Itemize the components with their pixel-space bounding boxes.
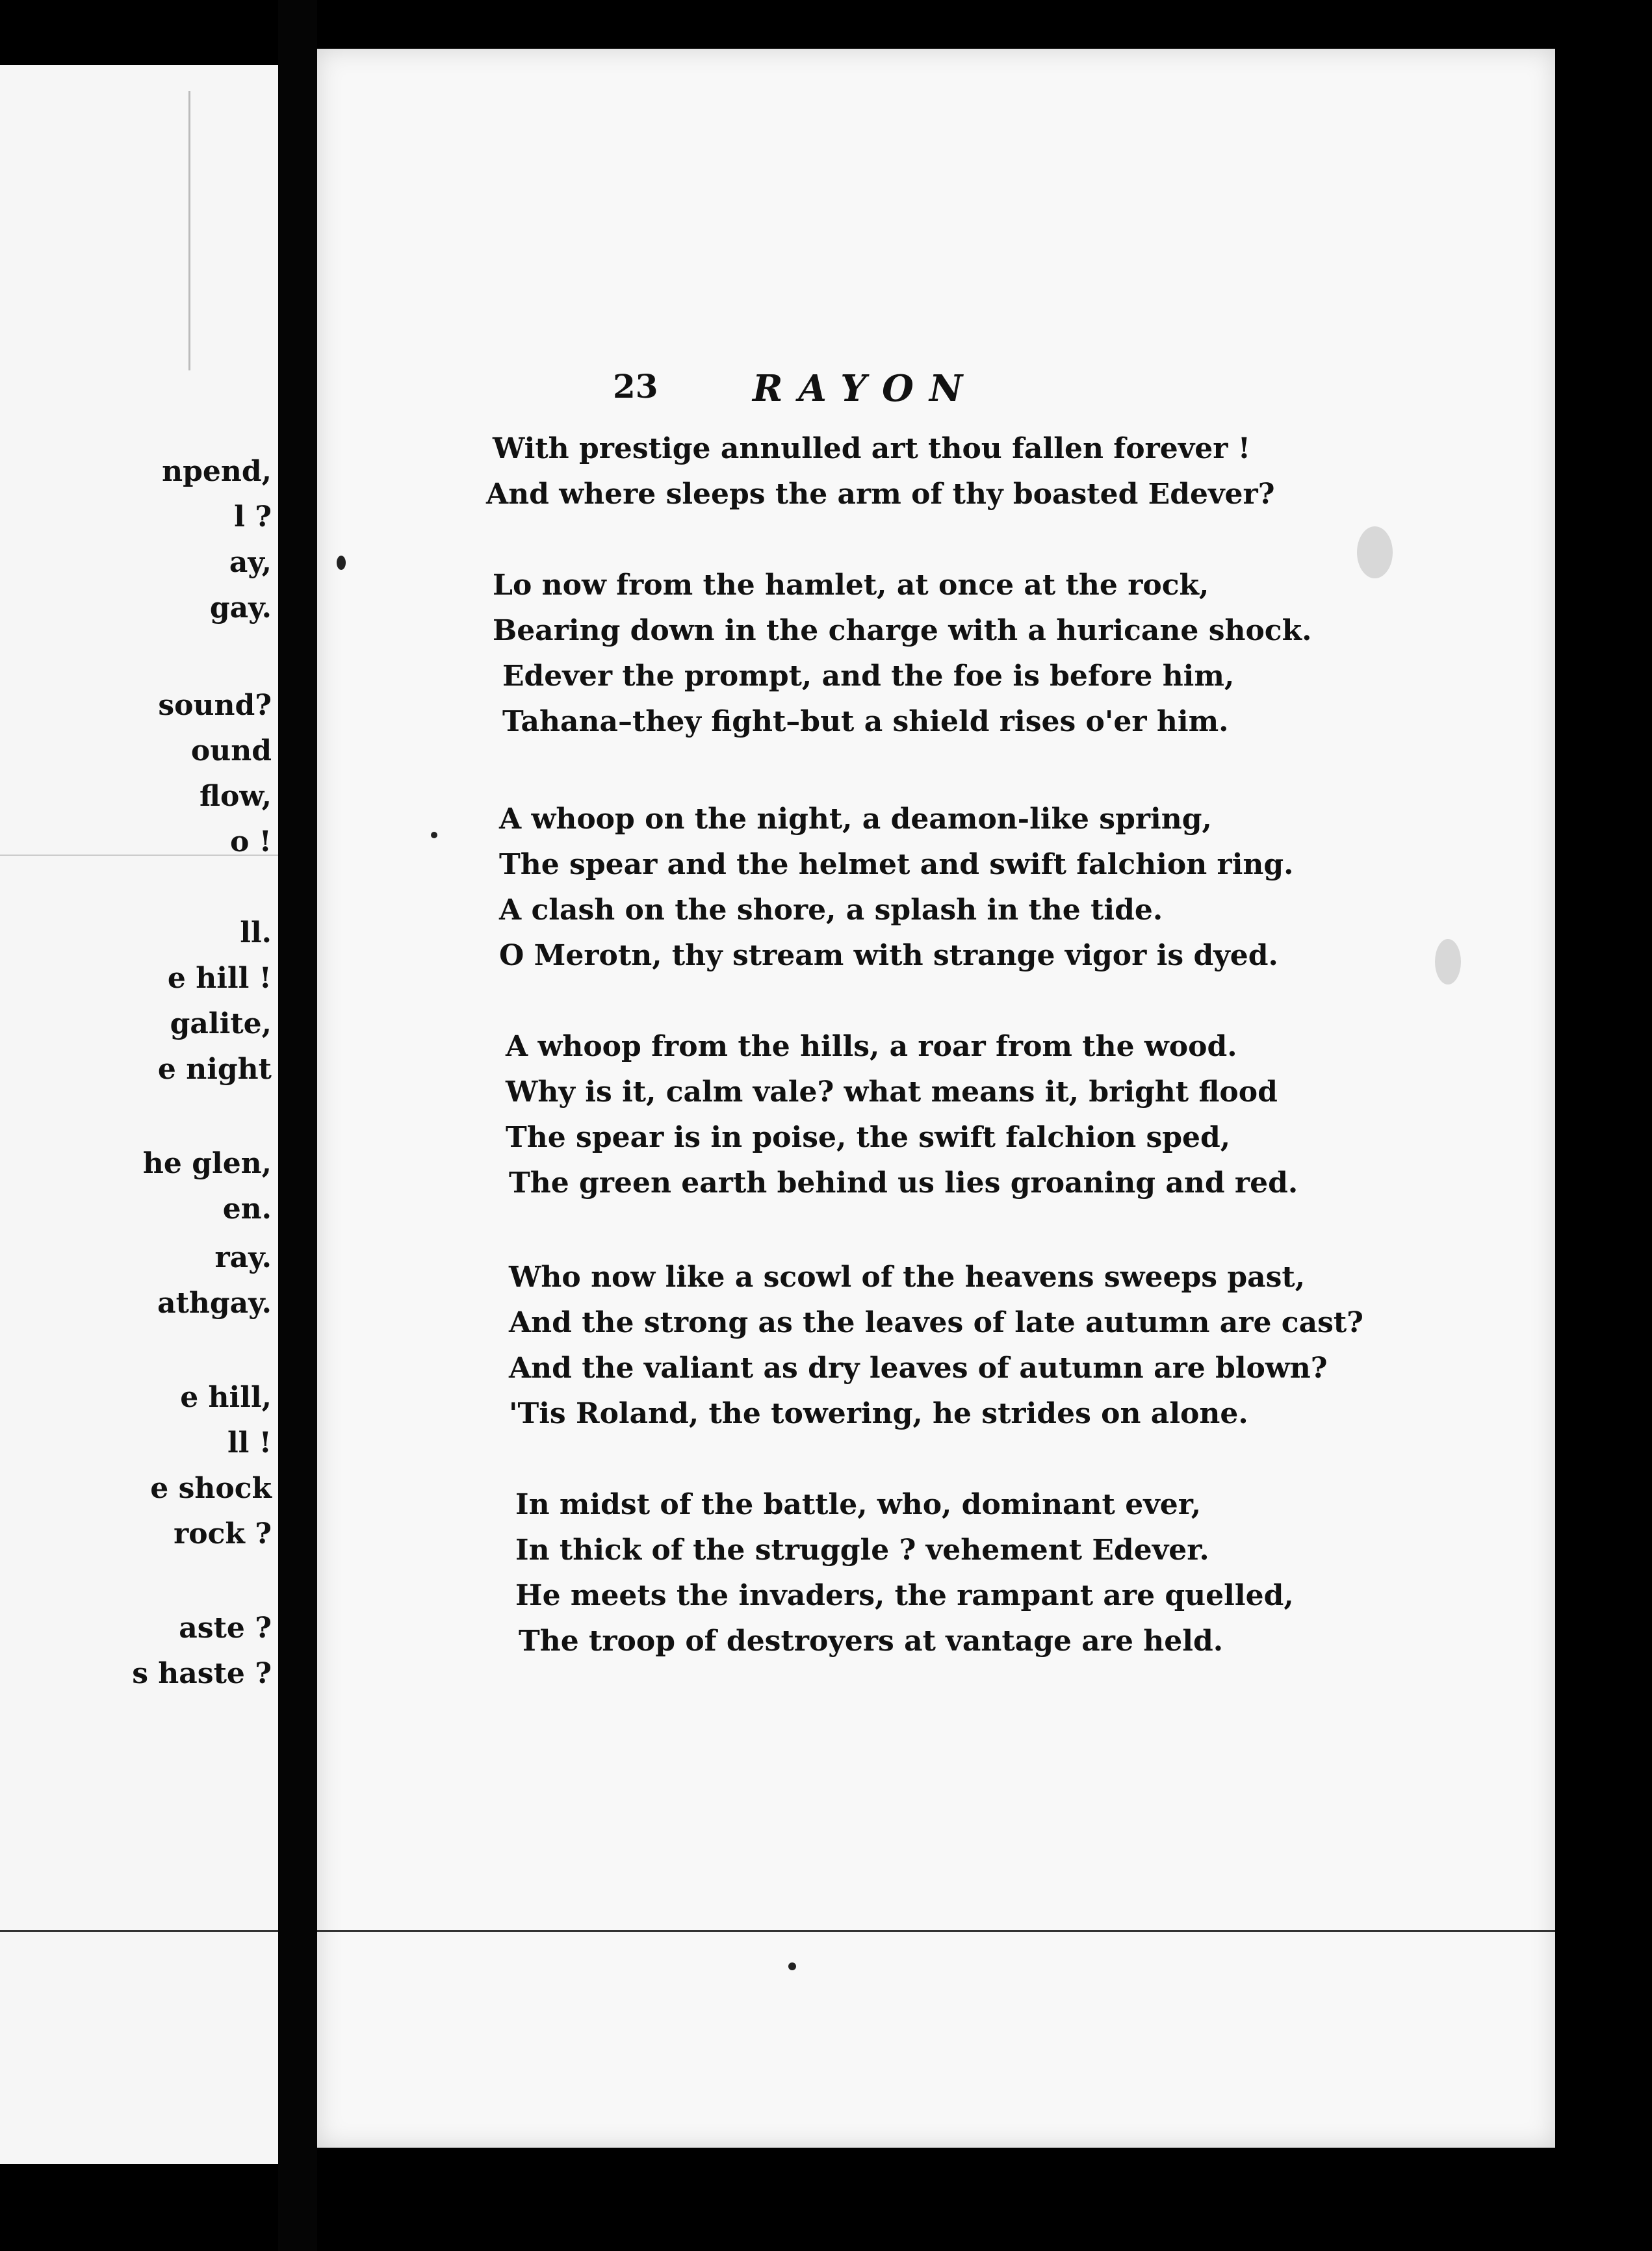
poem-line: The spear and the helmet and swift falchion ring. <box>499 848 1294 881</box>
running-title: RAYON <box>753 367 979 410</box>
left-fragment-line: ound <box>190 734 272 767</box>
page-header <box>613 367 1133 419</box>
poem-line: He meets the invaders, the rampant are quelled, <box>515 1579 1294 1612</box>
book-gutter-shadow <box>278 0 317 2251</box>
left-fragment-line: ray. <box>214 1241 272 1274</box>
poem-line: Lo now from the hamlet, at once at the rock, <box>493 569 1209 602</box>
left-fragment-line: flow, <box>200 780 272 813</box>
scan-right-border <box>1555 0 1652 2251</box>
poem-line: And the valiant as dry leaves of autumn are blown? <box>509 1352 1328 1385</box>
left-fragment-line: o ! <box>230 825 272 858</box>
left-fragment-line: s haste ? <box>132 1657 272 1690</box>
left-fragment-line: galite, <box>170 1007 272 1040</box>
left-fragment-line: ll ! <box>227 1426 272 1460</box>
poem-line: Who now like a scowl of the heavens sweeps past, <box>509 1261 1306 1294</box>
poem-line: Why is it, calm vale? what means it, bright flood <box>506 1075 1278 1109</box>
left-fragment-line: e hill, <box>180 1381 272 1414</box>
left-fragment-line: ay, <box>229 546 272 579</box>
poem-line: And the strong as the leaves of late autumn are cast? <box>509 1306 1363 1339</box>
left-fragment-line: rock ? <box>174 1517 272 1550</box>
left-fragment-line: en. <box>222 1192 272 1226</box>
poem-line: Tahana–they fight–but a shield rises o'er him. <box>502 705 1229 738</box>
left-fragment-line: npend, <box>162 455 272 488</box>
poem-line: In thick of the struggle ? vehement Edever. <box>515 1534 1209 1567</box>
scan-speck <box>337 556 346 570</box>
left-page-edge-rule <box>188 91 190 370</box>
right-page <box>317 49 1555 2148</box>
poem-line: A whoop from the hills, a roar from the wood. <box>506 1030 1237 1063</box>
left-fragment-line: l ? <box>234 500 272 534</box>
left-fragment-line: ll. <box>240 916 272 949</box>
left-page-fragment <box>0 65 278 2164</box>
poem-line: O Merotn, thy stream with strange vigor is dyed. <box>499 939 1278 972</box>
poem-line: Bearing down in the charge with a huricane shock. <box>493 614 1312 647</box>
poem-line: The spear is in poise, the swift falchion sped, <box>506 1121 1231 1154</box>
poem-line: With prestige annulled art thou fallen forever ! <box>493 432 1251 465</box>
poem-line: In midst of the battle, who, dominant ever, <box>515 1488 1202 1521</box>
left-fragment-line: athgay. <box>157 1287 272 1320</box>
poem-line: A clash on the shore, a splash in the tide. <box>499 894 1163 927</box>
poem-line: A whoop on the night, a deamon-like spring, <box>499 803 1212 836</box>
scan-speck <box>431 832 437 838</box>
scan-speck <box>788 1962 796 1970</box>
poem-line: The green earth behind us lies groaning and red. <box>509 1166 1298 1200</box>
left-fragment-line: e hill ! <box>167 962 272 995</box>
left-fragment-line: aste ? <box>179 1612 272 1645</box>
poem-line: The troop of destroyers at vantage are held. <box>519 1625 1224 1658</box>
scan-smudge <box>1435 939 1461 984</box>
poem-line: And where sleeps the arm of thy boasted Edever? <box>486 478 1275 511</box>
left-fragment-line: sound? <box>158 689 272 722</box>
poem-line: Edever the prompt, and the foe is before him, <box>502 660 1235 693</box>
left-fragment-line: gay. <box>209 591 272 624</box>
left-page-bottom-rule <box>0 1930 278 1932</box>
page-number: 23 <box>613 367 658 405</box>
scan-smudge <box>1357 526 1393 578</box>
page-bottom-rule <box>317 1930 1555 1932</box>
left-fragment-line: e night <box>157 1053 272 1086</box>
poem-line: 'Tis Roland, the towering, he strides on alone. <box>509 1397 1248 1430</box>
left-fragment-line: e shock <box>150 1472 272 1505</box>
left-fragment-line: he glen, <box>142 1147 272 1180</box>
